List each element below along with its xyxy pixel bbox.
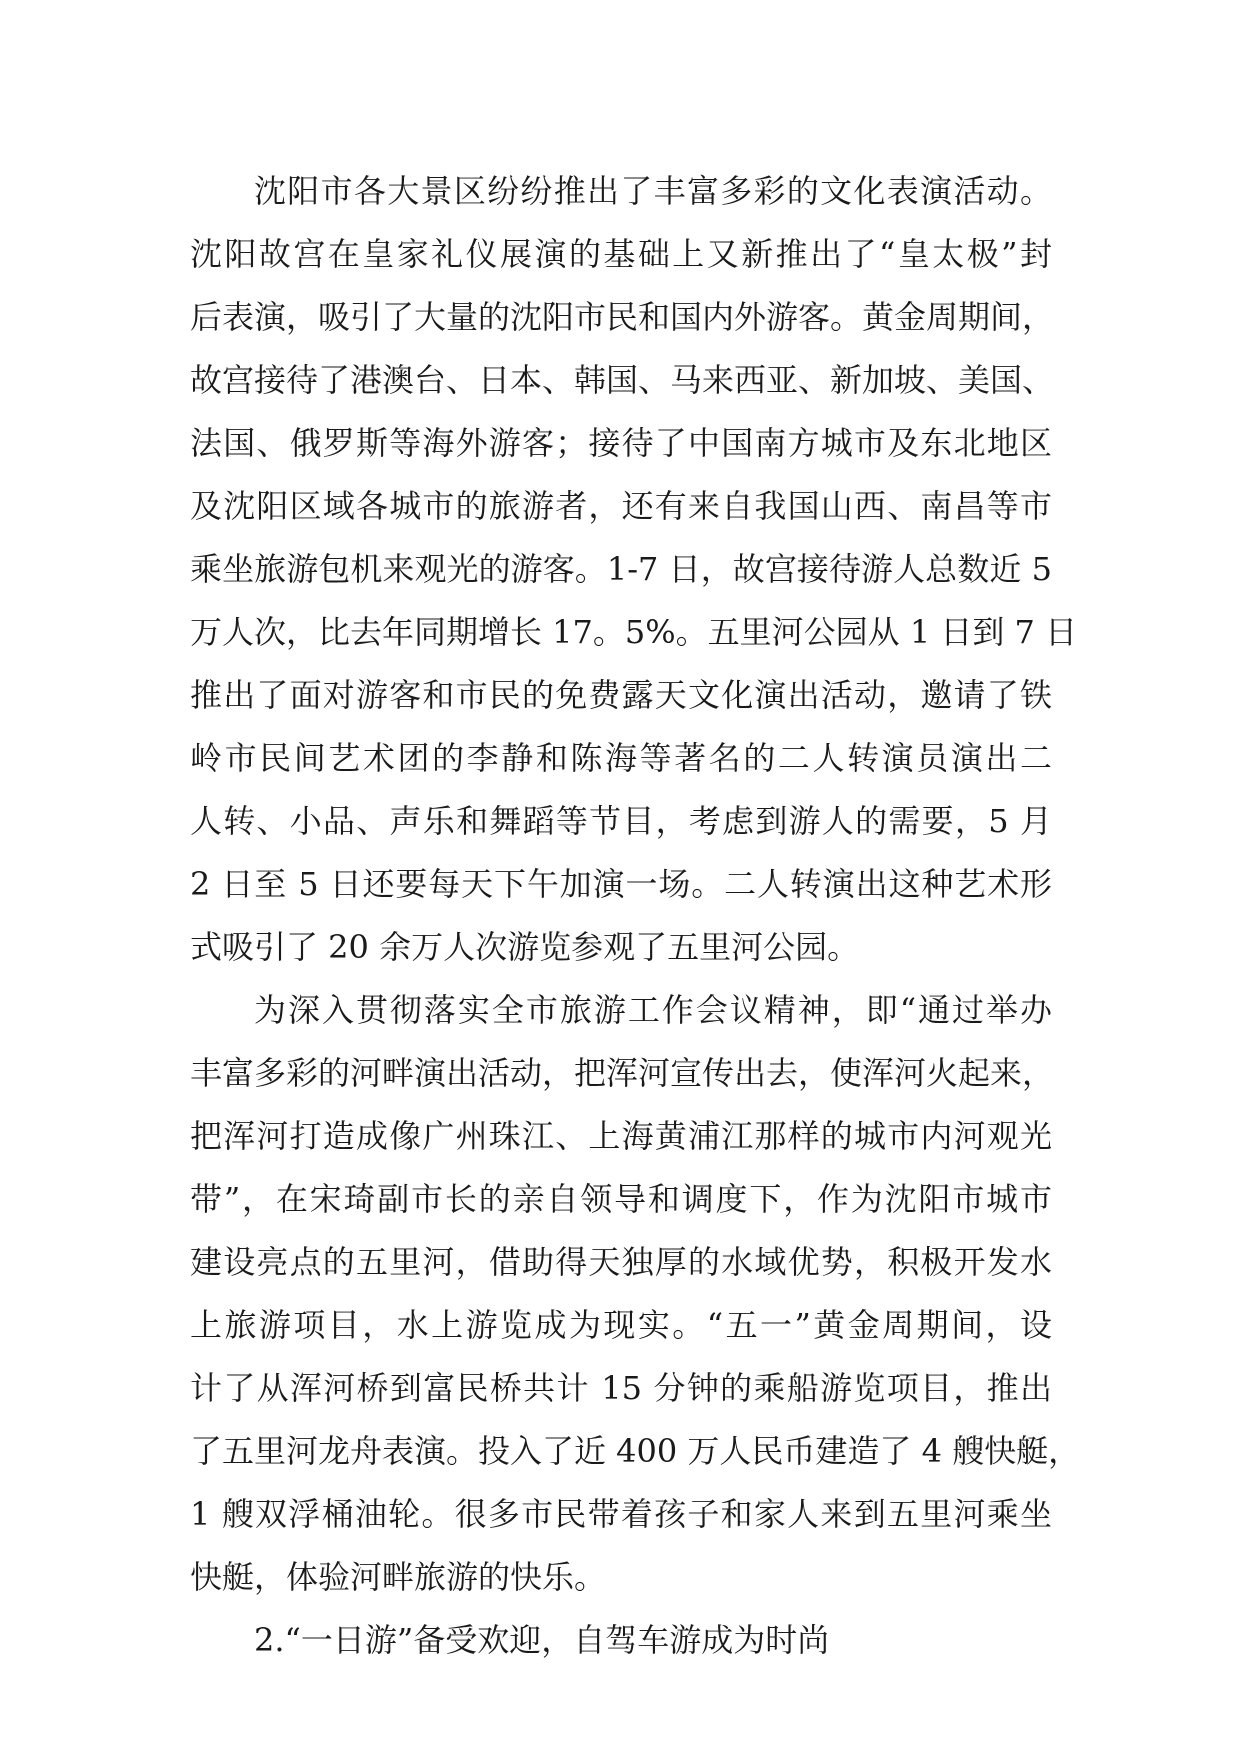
- paragraph-line: 故宫接待了港澳台、日本、韩国、马来西亚、新加坡、美国、: [190, 361, 1055, 399]
- paragraph-1: [190, 160, 1078, 979]
- paragraph-line: 岭市民间艺术团的李静和陈海等著名的二人转演员演出二: [190, 739, 1052, 777]
- paragraph-line: 沈阳故宫在皇家礼仪展演的基础上又新推出了“皇太极”封: [190, 235, 1052, 273]
- paragraph-line: 上旅游项目，水上游览成为现实。“五一”黄金周期间，设: [190, 1306, 1052, 1344]
- paragraph-line: 后表演，吸引了大量的沈阳市民和国内外游客。黄金周期间，: [190, 298, 1055, 336]
- paragraph-line: 沈阳市各大景区纷纷推出了丰富多彩的文化表演活动。: [254, 172, 1052, 210]
- paragraph-line: 人转、小品、声乐和舞蹈等节目，考虑到游人的需要，5 月: [190, 802, 1052, 840]
- document-body: [190, 160, 1081, 1672]
- paragraph-line: 了五里河龙舟表演。投入了近 400 万人民币建造了 4 艘快艇，: [190, 1432, 1081, 1470]
- paragraph-line: 建设亮点的五里河，借助得天独厚的水域优势，积极开发水: [190, 1243, 1052, 1281]
- section-heading: 2.“一日游”备受欢迎，自驾车游成为时尚: [254, 1621, 830, 1659]
- paragraph-line: 式吸引了 20 余万人次游览参观了五里河公园。: [190, 928, 860, 966]
- paragraph-line: 带”，在宋琦副市长的亲自领导和调度下，作为沈阳市城市: [190, 1180, 1052, 1218]
- paragraph-line: 法国、俄罗斯等海外游客；接待了中国南方城市及东北地区: [190, 424, 1052, 462]
- paragraph-line: 乘坐旅游包机来观光的游客。1-7 日，故宫接待游人总数近 5: [190, 550, 1052, 588]
- paragraph-line: 万人次，比去年同期增长 17。5%。五里河公园从 1 日到 7 日: [190, 613, 1078, 651]
- paragraph-2: [190, 979, 1081, 1609]
- paragraph-line: 把浑河打造成像广州珠江、上海黄浦江那样的城市内河观光: [190, 1117, 1052, 1155]
- paragraph-line: 2 日至 5 日还要每天下午加演一场。二人转演出这种艺术形: [190, 865, 1052, 903]
- paragraph-line: 丰富多彩的河畔演出活动，把浑河宣传出去，使浑河火起来，: [190, 1054, 1055, 1092]
- paragraph-line: 计了从浑河桥到富民桥共计 15 分钟的乘船游览项目，推出: [190, 1369, 1052, 1407]
- paragraph-line: 推出了面对游客和市民的免费露天文化演出活动，邀请了铁: [190, 676, 1052, 714]
- paragraph-line: 快艇，体验河畔旅游的快乐。: [190, 1558, 607, 1596]
- paragraph-line: 1 艘双浮桶油轮。很多市民带着孩子和家人来到五里河乘坐: [190, 1495, 1052, 1533]
- paragraph-line: 及沈阳区域各城市的旅游者，还有来自我国山西、南昌等市: [190, 487, 1052, 525]
- paragraph-line: 为深入贯彻落实全市旅游工作会议精神，即“通过举办: [254, 991, 1052, 1029]
